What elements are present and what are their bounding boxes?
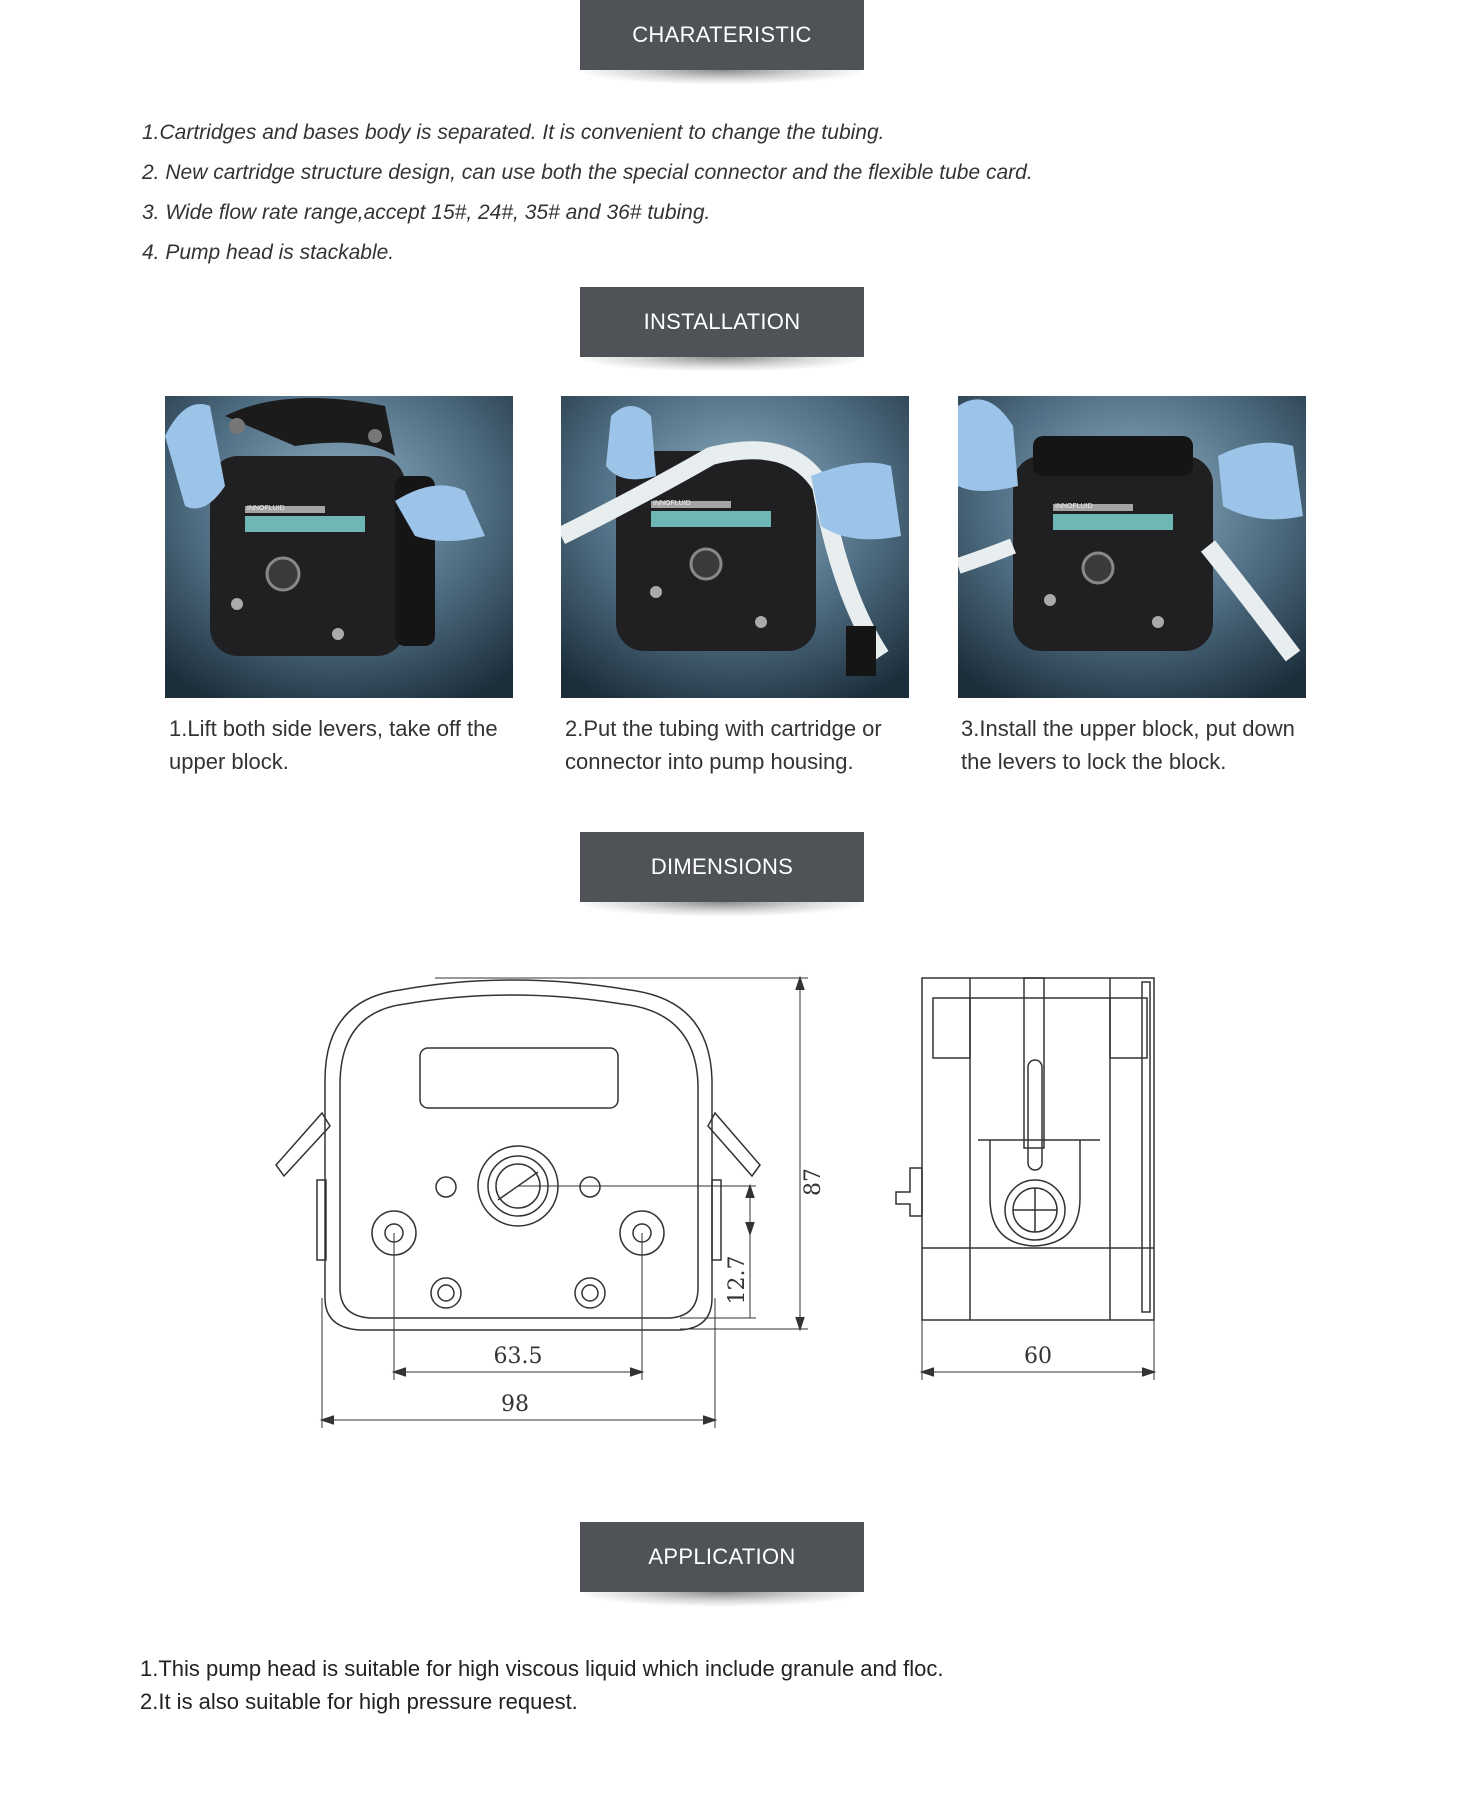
dimension-width-label: 98: [501, 1392, 529, 1417]
caption-line: 1.Lift both side levers, take off the: [169, 716, 498, 741]
installation-caption-1: [169, 712, 529, 778]
dimension-drawing: [260, 960, 1180, 1455]
application-item-1: 1.This pump head is suitable for high viscous liquid which include granule and floc.: [140, 1656, 944, 1681]
installation-caption-2: [565, 712, 925, 778]
side-view-outline: [922, 978, 1154, 1320]
brand-label: INNOFLUID: [1055, 503, 1093, 510]
front-view-outline: [325, 980, 712, 1330]
characteristic-item-3: 3. Wide flow rate range,accept 15#, 24#, 35# and 36# tubing.: [142, 201, 711, 224]
section-header-application: APPLICATION: [580, 1522, 864, 1592]
caption-line: upper block.: [169, 749, 289, 774]
section-header-dimensions: DIMENSIONS: [580, 832, 864, 902]
dimension-height-label: 87: [801, 1168, 826, 1196]
characteristic-item-1: 1.Cartridges and bases body is separated. It is convenient to change the tubing.: [142, 121, 885, 144]
brand-label: INNOFLUID: [247, 505, 285, 512]
banner-shadow: [584, 902, 860, 916]
installation-photo-3: [958, 396, 1306, 698]
brand-label: INNOFLUID: [653, 500, 691, 507]
caption-line: connector into pump housing.: [565, 749, 854, 774]
caption-line: the levers to lock the block.: [961, 749, 1227, 774]
banner-shadow: [584, 357, 860, 371]
banner-shadow: [584, 70, 860, 84]
characteristic-item-2: 2. New cartridge structure design, can use both the special connector and the flexible tube card.: [142, 161, 1033, 184]
caption-line: 2.Put the tubing with cartridge or: [565, 716, 882, 741]
section-header-installation: INSTALLATION: [580, 287, 864, 357]
dimension-hole-spacing-label: 63.5: [493, 1344, 543, 1369]
installation-photo-1: [165, 396, 513, 698]
installation-photo-2: [561, 396, 909, 698]
installation-caption-3: [961, 712, 1321, 778]
characteristic-item-4: 4. Pump head is stackable.: [142, 241, 395, 264]
banner-shadow: [584, 1592, 860, 1606]
dimension-offset-label: 12.7: [725, 1255, 750, 1305]
application-item-2: 2.It is also suitable for high pressure request.: [140, 1689, 578, 1714]
section-header-characteristic: CHARATERISTIC: [580, 0, 864, 70]
dimension-depth-label: 60: [1024, 1344, 1052, 1369]
caption-line: 3.Install the upper block, put down: [961, 716, 1295, 741]
